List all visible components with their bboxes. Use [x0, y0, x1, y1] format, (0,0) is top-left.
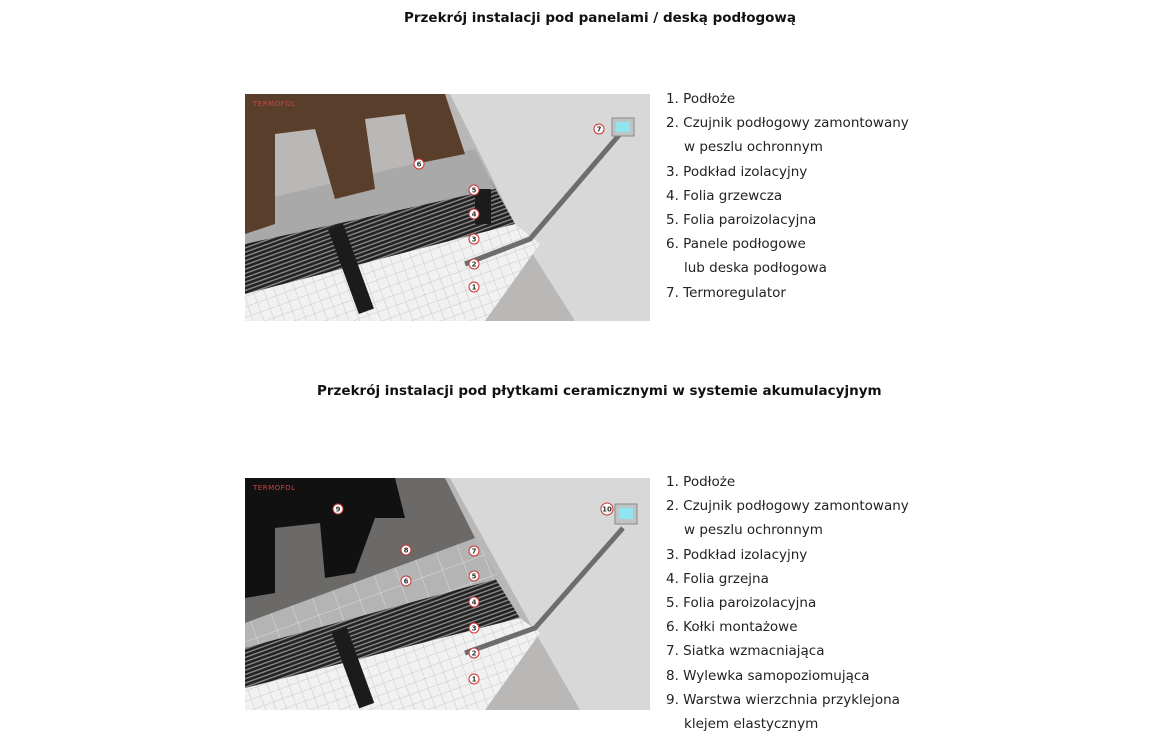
section1-legend — [666, 87, 909, 305]
svg-text:3: 3 — [471, 624, 477, 633]
legend-item-continued: klejem elastycznym — [684, 716, 819, 733]
svg-text:10: 10 — [602, 505, 612, 514]
marker-9 — [333, 504, 343, 514]
panel-installation-illustration — [245, 94, 650, 321]
legend-item: 3. Podkład izolacyjny — [666, 546, 808, 563]
svg-text:4: 4 — [471, 210, 477, 219]
svg-text:1: 1 — [471, 675, 477, 684]
legend-item: 4. Folia grzewcza — [666, 187, 783, 204]
brand-logo: TERMOFOL — [253, 484, 296, 492]
legend-item-continued: lub deska podłogowa — [684, 260, 827, 277]
brand-logo: TERMOFOL — [253, 100, 296, 108]
marker-6 — [401, 576, 411, 586]
svg-text:2: 2 — [471, 649, 477, 658]
marker-1 — [469, 282, 479, 292]
legend-item: 1. Podłoże — [666, 474, 736, 490]
marker-3 — [469, 623, 479, 633]
svg-text:7: 7 — [471, 547, 477, 556]
marker-2 — [469, 648, 479, 658]
legend-item: 3. Podkład izolacyjny — [666, 163, 808, 180]
legend-item: 7. Termoregulator — [666, 284, 786, 301]
legend-item-continued: w peszlu ochronnym — [684, 139, 823, 156]
svg-text:4: 4 — [471, 598, 477, 607]
svg-text:2: 2 — [471, 260, 477, 269]
tile-installation-illustration — [245, 478, 650, 710]
legend-item: 5. Folia paroizolacyjna — [666, 595, 817, 612]
marker-2 — [469, 259, 479, 269]
marker-6 — [414, 159, 424, 169]
legend-item: 2. Czujnik podłogowy zamontowany — [666, 498, 909, 515]
svg-text:7: 7 — [596, 125, 602, 134]
marker-10 — [601, 503, 613, 515]
legend-item: 6. Panele podłogowe — [666, 236, 806, 253]
tile-installation-diagram — [245, 478, 650, 710]
legend-item: 6. Kołki montażowe — [666, 619, 798, 636]
legend-item: 2. Czujnik podłogowy zamontowany — [666, 115, 909, 132]
marker-4 — [469, 597, 479, 607]
marker-3 — [469, 234, 479, 244]
section1-title: Przekrój instalacji pod panelami / deską podłogową — [404, 10, 796, 26]
marker-7 — [594, 124, 604, 134]
marker-1 — [469, 674, 479, 684]
marker-5 — [469, 571, 479, 581]
marker-7 — [469, 546, 479, 556]
legend-item: 4. Folia grzejna — [666, 570, 769, 587]
legend-item: 7. Siatka wzmacniająca — [666, 643, 825, 660]
svg-text:5: 5 — [471, 186, 477, 195]
marker-5 — [469, 185, 479, 195]
legend-item: 1. Podłoże — [666, 91, 736, 107]
svg-text:9: 9 — [335, 505, 341, 514]
marker-4 — [469, 209, 479, 219]
legend-item-continued: w peszlu ochronnym — [684, 522, 823, 539]
legend-item: 5. Folia paroizolacyjna — [666, 212, 817, 229]
svg-text:1: 1 — [471, 283, 477, 292]
legend-item: 9. Warstwa wierzchnia przyklejona — [666, 691, 900, 708]
marker-8 — [401, 545, 411, 555]
panel-installation-diagram — [245, 94, 650, 321]
svg-text:3: 3 — [471, 235, 477, 244]
section2-title: Przekrój instalacji pod płytkami ceramicznymi w systemie akumulacyjnym — [317, 383, 882, 399]
legend-item: 8. Wylewka samopoziomująca — [666, 667, 870, 684]
svg-text:8: 8 — [403, 546, 409, 555]
svg-text:5: 5 — [471, 572, 477, 581]
svg-text:6: 6 — [416, 160, 422, 169]
svg-text:6: 6 — [403, 577, 409, 586]
section2-legend — [666, 470, 909, 736]
